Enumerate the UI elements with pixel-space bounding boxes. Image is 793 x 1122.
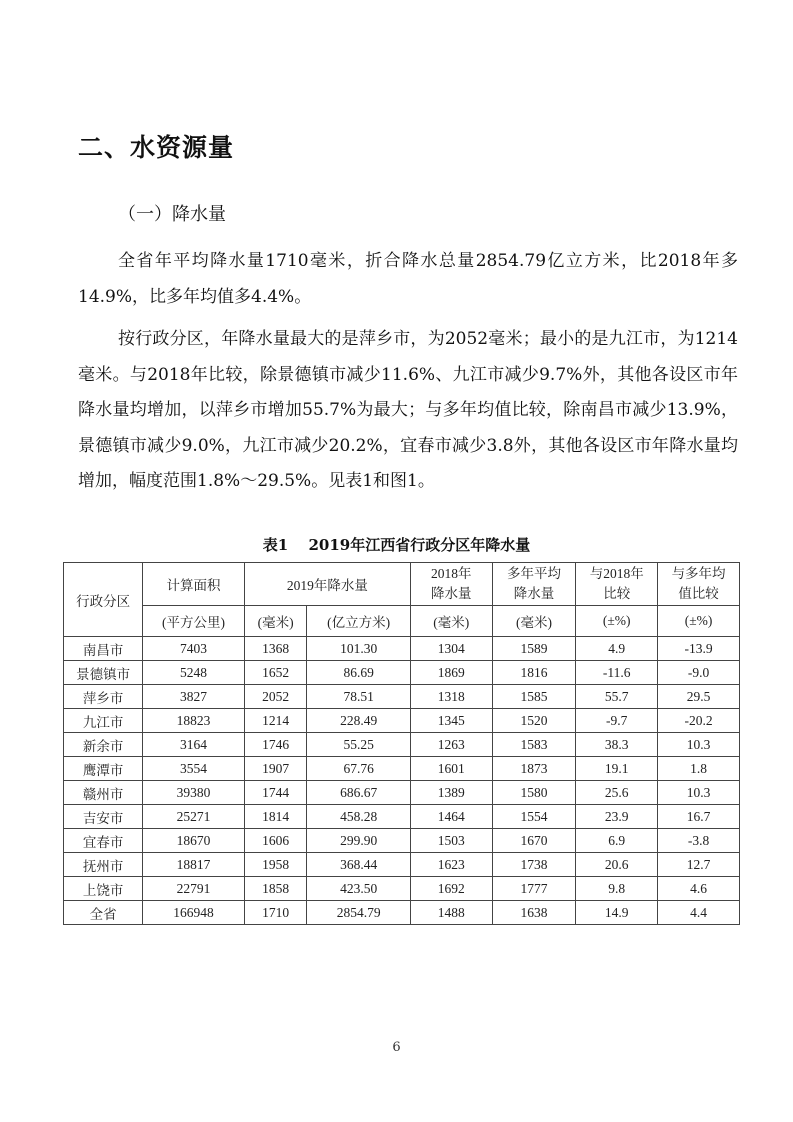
cell-precip-avg: 1583 <box>492 733 576 757</box>
table-row <box>64 877 740 901</box>
page-number: 6 <box>392 1040 401 1055</box>
cell-precip-volume: 299.90 <box>307 829 411 853</box>
table-caption: 表1 2019年江西省行政分区年降水量 <box>262 536 531 554</box>
cell-region: 吉安市 <box>64 805 143 829</box>
table-row <box>64 709 740 733</box>
cell-precip-2018: 1692 <box>410 877 492 901</box>
cell-precip-2018: 1389 <box>410 781 492 805</box>
cell-precip-mm: 2052 <box>244 685 307 709</box>
table-row <box>64 853 740 877</box>
cell-precip-avg: 1580 <box>492 781 576 805</box>
table-row <box>64 781 740 805</box>
cell-area: 3164 <box>143 733 245 757</box>
cell-precip-avg: 1670 <box>492 829 576 853</box>
table-row <box>64 733 740 757</box>
table-row <box>64 901 740 925</box>
cell-area: 18817 <box>143 853 245 877</box>
cell-cmp-2018: 55.7 <box>576 685 658 709</box>
cell-precip-volume: 101.30 <box>307 637 411 661</box>
cell-area: 39380 <box>143 781 245 805</box>
table-row <box>64 829 740 853</box>
cell-area: 25271 <box>143 805 245 829</box>
cell-precip-2018: 1601 <box>410 757 492 781</box>
cell-precip-volume: 78.51 <box>307 685 411 709</box>
cell-precip-volume: 458.28 <box>307 805 411 829</box>
cell-region: 宜春市 <box>64 829 143 853</box>
cell-region: 上饶市 <box>64 877 143 901</box>
cell-region: 南昌市 <box>64 637 143 661</box>
cell-cmp-avg: 10.3 <box>658 781 740 805</box>
cell-precip-volume: 228.49 <box>307 709 411 733</box>
subsection-heading: （一）降水量 <box>118 204 226 225</box>
cell-cmp-2018: 38.3 <box>576 733 658 757</box>
section-heading: 二、水资源量 <box>78 133 235 162</box>
table-row <box>64 637 740 661</box>
cell-precip-avg: 1738 <box>492 853 576 877</box>
cell-region: 全省 <box>64 901 143 925</box>
cell-region: 景德镇市 <box>64 661 143 685</box>
cell-precip-mm: 1214 <box>244 709 307 733</box>
cell-precip-mm: 1746 <box>244 733 307 757</box>
header-cmp2018: 与2018年 比较 <box>576 563 658 606</box>
cell-precip-2018: 1318 <box>410 685 492 709</box>
cell-cmp-avg: 1.8 <box>658 757 740 781</box>
cell-precip-mm: 1606 <box>244 829 307 853</box>
cell-precip-mm: 1710 <box>244 901 307 925</box>
cell-precip-mm: 1368 <box>244 637 307 661</box>
cell-precip-2018: 1304 <box>410 637 492 661</box>
cell-cmp-avg: 16.7 <box>658 805 740 829</box>
cell-precip-mm: 1814 <box>244 805 307 829</box>
cell-cmp-avg: -13.9 <box>658 637 740 661</box>
cell-precip-mm: 1907 <box>244 757 307 781</box>
header-avg: 多年平均 降水量 <box>492 563 576 606</box>
cell-cmp-2018: 6.9 <box>576 829 658 853</box>
cell-region: 九江市 <box>64 709 143 733</box>
header-area: 计算面积 <box>143 563 245 606</box>
cell-cmp-2018: 20.6 <box>576 853 658 877</box>
header-2019: 2019年降水量 <box>244 563 410 606</box>
table-row <box>64 805 740 829</box>
cell-area: 18823 <box>143 709 245 733</box>
paragraph-summary: 全省年平均降水量1710毫米，折合降水总量2854.79亿立方米，比2018年多14.9%，比多年均值多4.4%。 <box>78 251 738 307</box>
cell-precip-volume: 55.25 <box>307 733 411 757</box>
cell-precip-volume: 86.69 <box>307 661 411 685</box>
cell-cmp-avg: 29.5 <box>658 685 740 709</box>
cell-precip-avg: 1777 <box>492 877 576 901</box>
cell-cmp-2018: -11.6 <box>576 661 658 685</box>
cell-precip-mm: 1652 <box>244 661 307 685</box>
cell-precip-avg: 1589 <box>492 637 576 661</box>
cell-region: 抚州市 <box>64 853 143 877</box>
paragraph-regional: 按行政分区，年降水量最大的是萍乡市，为2052毫米；最小的是九江市，为1214毫米。与2018年比较，除景德镇市减少11.6%、九江市减少9.7%外，其他各设区市年降水量均增加，以萍乡市增加55.7%为最大；与多年均值比较，除南昌市减少13.9%，景德镇市减少9.0%，九江市减少20.2%，宜春市减少3.8外，其他各设区市年降水量均增加，幅度范围1.8%～29.5%。见表1和图1。 <box>78 329 738 491</box>
cell-cmp-avg: -9.0 <box>658 661 740 685</box>
cell-area: 5248 <box>143 661 245 685</box>
cell-area: 7403 <box>143 637 245 661</box>
cell-cmp-2018: 4.9 <box>576 637 658 661</box>
cell-area: 166948 <box>143 901 245 925</box>
cell-precip-avg: 1554 <box>492 805 576 829</box>
cell-cmp-avg: 10.3 <box>658 733 740 757</box>
cell-cmp-2018: 25.6 <box>576 781 658 805</box>
cell-precip-mm: 1858 <box>244 877 307 901</box>
header-cmp2018-unit: (±%) <box>576 606 658 637</box>
header-cmpavg: 与多年均 值比较 <box>658 563 740 606</box>
header-2018: 2018年 降水量 <box>410 563 492 606</box>
table-row <box>64 685 740 709</box>
cell-precip-volume: 67.76 <box>307 757 411 781</box>
cell-region: 新余市 <box>64 733 143 757</box>
header-2019-mm: (毫米) <box>244 606 307 637</box>
cell-precip-mm: 1744 <box>244 781 307 805</box>
header-region: 行政分区 <box>64 563 143 637</box>
cell-area: 18670 <box>143 829 245 853</box>
cell-cmp-2018: 23.9 <box>576 805 658 829</box>
header-cmpavg-unit: (±%) <box>658 606 740 637</box>
cell-precip-2018: 1464 <box>410 805 492 829</box>
cell-precip-avg: 1873 <box>492 757 576 781</box>
precipitation-table <box>63 562 740 925</box>
cell-cmp-avg: 4.4 <box>658 901 740 925</box>
cell-precip-2018: 1503 <box>410 829 492 853</box>
cell-precip-2018: 1345 <box>410 709 492 733</box>
cell-precip-2018: 1623 <box>410 853 492 877</box>
header-2018-unit: (毫米) <box>410 606 492 637</box>
cell-precip-avg: 1816 <box>492 661 576 685</box>
cell-precip-avg: 1520 <box>492 709 576 733</box>
cell-precip-avg: 1585 <box>492 685 576 709</box>
cell-cmp-2018: 19.1 <box>576 757 658 781</box>
cell-cmp-2018: 9.8 <box>576 877 658 901</box>
table-row <box>64 757 740 781</box>
cell-cmp-avg: -20.2 <box>658 709 740 733</box>
cell-precip-volume: 686.67 <box>307 781 411 805</box>
cell-precip-2018: 1869 <box>410 661 492 685</box>
cell-cmp-avg: -3.8 <box>658 829 740 853</box>
header-area-unit: (平方公里) <box>143 606 245 637</box>
header-avg-unit: (毫米) <box>492 606 576 637</box>
cell-precip-volume: 423.50 <box>307 877 411 901</box>
cell-area: 3827 <box>143 685 245 709</box>
cell-precip-avg: 1638 <box>492 901 576 925</box>
cell-cmp-2018: -9.7 <box>576 709 658 733</box>
cell-precip-volume: 2854.79 <box>307 901 411 925</box>
cell-area: 22791 <box>143 877 245 901</box>
cell-precip-volume: 368.44 <box>307 853 411 877</box>
cell-region: 萍乡市 <box>64 685 143 709</box>
cell-region: 赣州市 <box>64 781 143 805</box>
cell-cmp-avg: 4.6 <box>658 877 740 901</box>
header-2019-vol: (亿立方米) <box>307 606 411 637</box>
cell-precip-2018: 1263 <box>410 733 492 757</box>
cell-cmp-2018: 14.9 <box>576 901 658 925</box>
cell-precip-2018: 1488 <box>410 901 492 925</box>
cell-cmp-avg: 12.7 <box>658 853 740 877</box>
cell-region: 鹰潭市 <box>64 757 143 781</box>
table-row <box>64 661 740 685</box>
cell-area: 3554 <box>143 757 245 781</box>
cell-precip-mm: 1958 <box>244 853 307 877</box>
